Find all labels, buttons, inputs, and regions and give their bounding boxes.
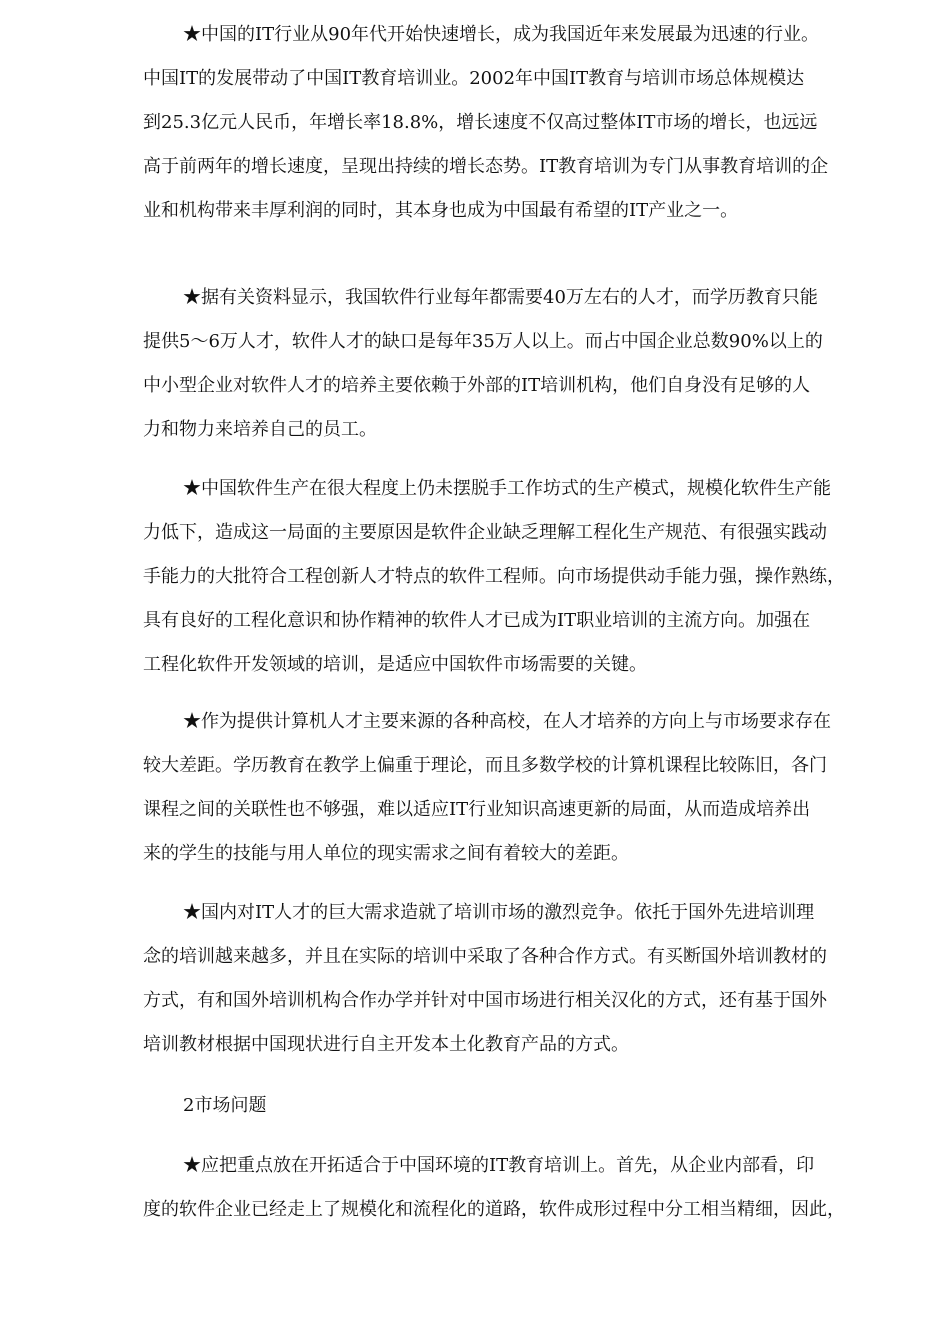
- text-line: 课程之间的关联性也不够强，难以适应IT行业知识高速更新的局面，从而造成培养出: [143, 799, 811, 820]
- text-line: ★中国的IT行业从90年代开始快速增长，成为我国近年来发展最为迅速的行业。: [183, 24, 820, 45]
- text-line: 念的培训越来越多，并且在实际的培训中采取了各种合作方式。有买断国外培训教材的: [143, 946, 827, 967]
- text-line: 方式，有和国外培训机构合作办学并针对中国市场进行相关汉化的方式，还有基于国外: [143, 990, 827, 1011]
- paragraph-software-production: [143, 467, 883, 687]
- text-line: 培训教材根据中国现状进行自主开发本土化教育产品的方式。: [143, 1034, 629, 1055]
- text-line: 力低下，造成这一局面的主要原因是软件企业缺乏理解工程化生产规范、有很强实践动: [143, 522, 827, 543]
- text-line: 到25.3亿元人民币，年增长率18.8%，增长速度不仅高过整体IT市场的增长，也远远: [143, 112, 818, 133]
- text-line: 度的软件企业已经走上了规模化和流程化的道路，软件成形过程中分工相当精细，因此，: [143, 1199, 845, 1220]
- paragraph-training-competition: [143, 891, 883, 1067]
- text-line: ★中国软件生产在很大程度上仍未摆脱手工作坊式的生产模式，规模化软件生产能: [183, 478, 831, 499]
- text-line: ★应把重点放在开拓适合于中国环境的IT教育培训上。首先，从企业内部看，印: [183, 1155, 815, 1176]
- text-line: 手能力的大批符合工程创新人才特点的软件工程师。向市场提供动手能力强，操作熟练，: [143, 566, 845, 587]
- text-line: ★国内对IT人才的巨大需求造就了培训市场的激烈竞争。依托于国外先进培训理: [183, 902, 815, 923]
- paragraph-it-industry-growth: [143, 13, 883, 233]
- text-line: ★作为提供计算机人才主要来源的各种高校，在人才培养的方向上与市场要求存在: [183, 711, 831, 732]
- section-heading: 2市场问题: [183, 1095, 267, 1116]
- text-line: 具有良好的工程化意识和协作精神的软件人才已成为IT职业培训的主流方向。加强在: [143, 610, 811, 631]
- text-line: 来的学生的技能与用人单位的现实需求之间有着较大的差距。: [143, 843, 629, 864]
- text-line: 中小型企业对软件人才的培养主要依赖于外部的IT培训机构，他们自身没有足够的人: [143, 375, 811, 396]
- text-line: 中国IT的发展带动了中国IT教育培训业。2002年中国IT教育与培训市场总体规模达: [143, 68, 805, 89]
- text-line: 工程化软件开发领域的培训，是适应中国软件市场需要的关键。: [143, 654, 647, 675]
- text-line: 较大差距。学历教育在教学上偏重于理论，而且多数学校的计算机课程比较陈旧，各门: [143, 755, 827, 776]
- section-heading-market-issues: [143, 1084, 883, 1128]
- paragraph-universities: [143, 700, 883, 876]
- paragraph-talent-gap: [143, 276, 883, 452]
- text-line: 提供5～6万人才，软件人才的缺口是每年35万人以上。而占中国企业总数90%以上的: [143, 331, 823, 352]
- text-line: 高于前两年的增长速度，呈现出持续的增长态势。IT教育培训为专门从事教育培训的企: [143, 156, 829, 177]
- text-line: ★据有关资料显示，我国软件行业每年都需要40万左右的人才，而学历教育只能: [183, 287, 818, 308]
- text-line: 力和物力来培养自己的员工。: [143, 419, 377, 440]
- paragraph-focus-china-environment: [143, 1144, 883, 1232]
- text-line: 业和机构带来丰厚利润的同时，其本身也成为中国最有希望的IT产业之一。: [143, 200, 739, 221]
